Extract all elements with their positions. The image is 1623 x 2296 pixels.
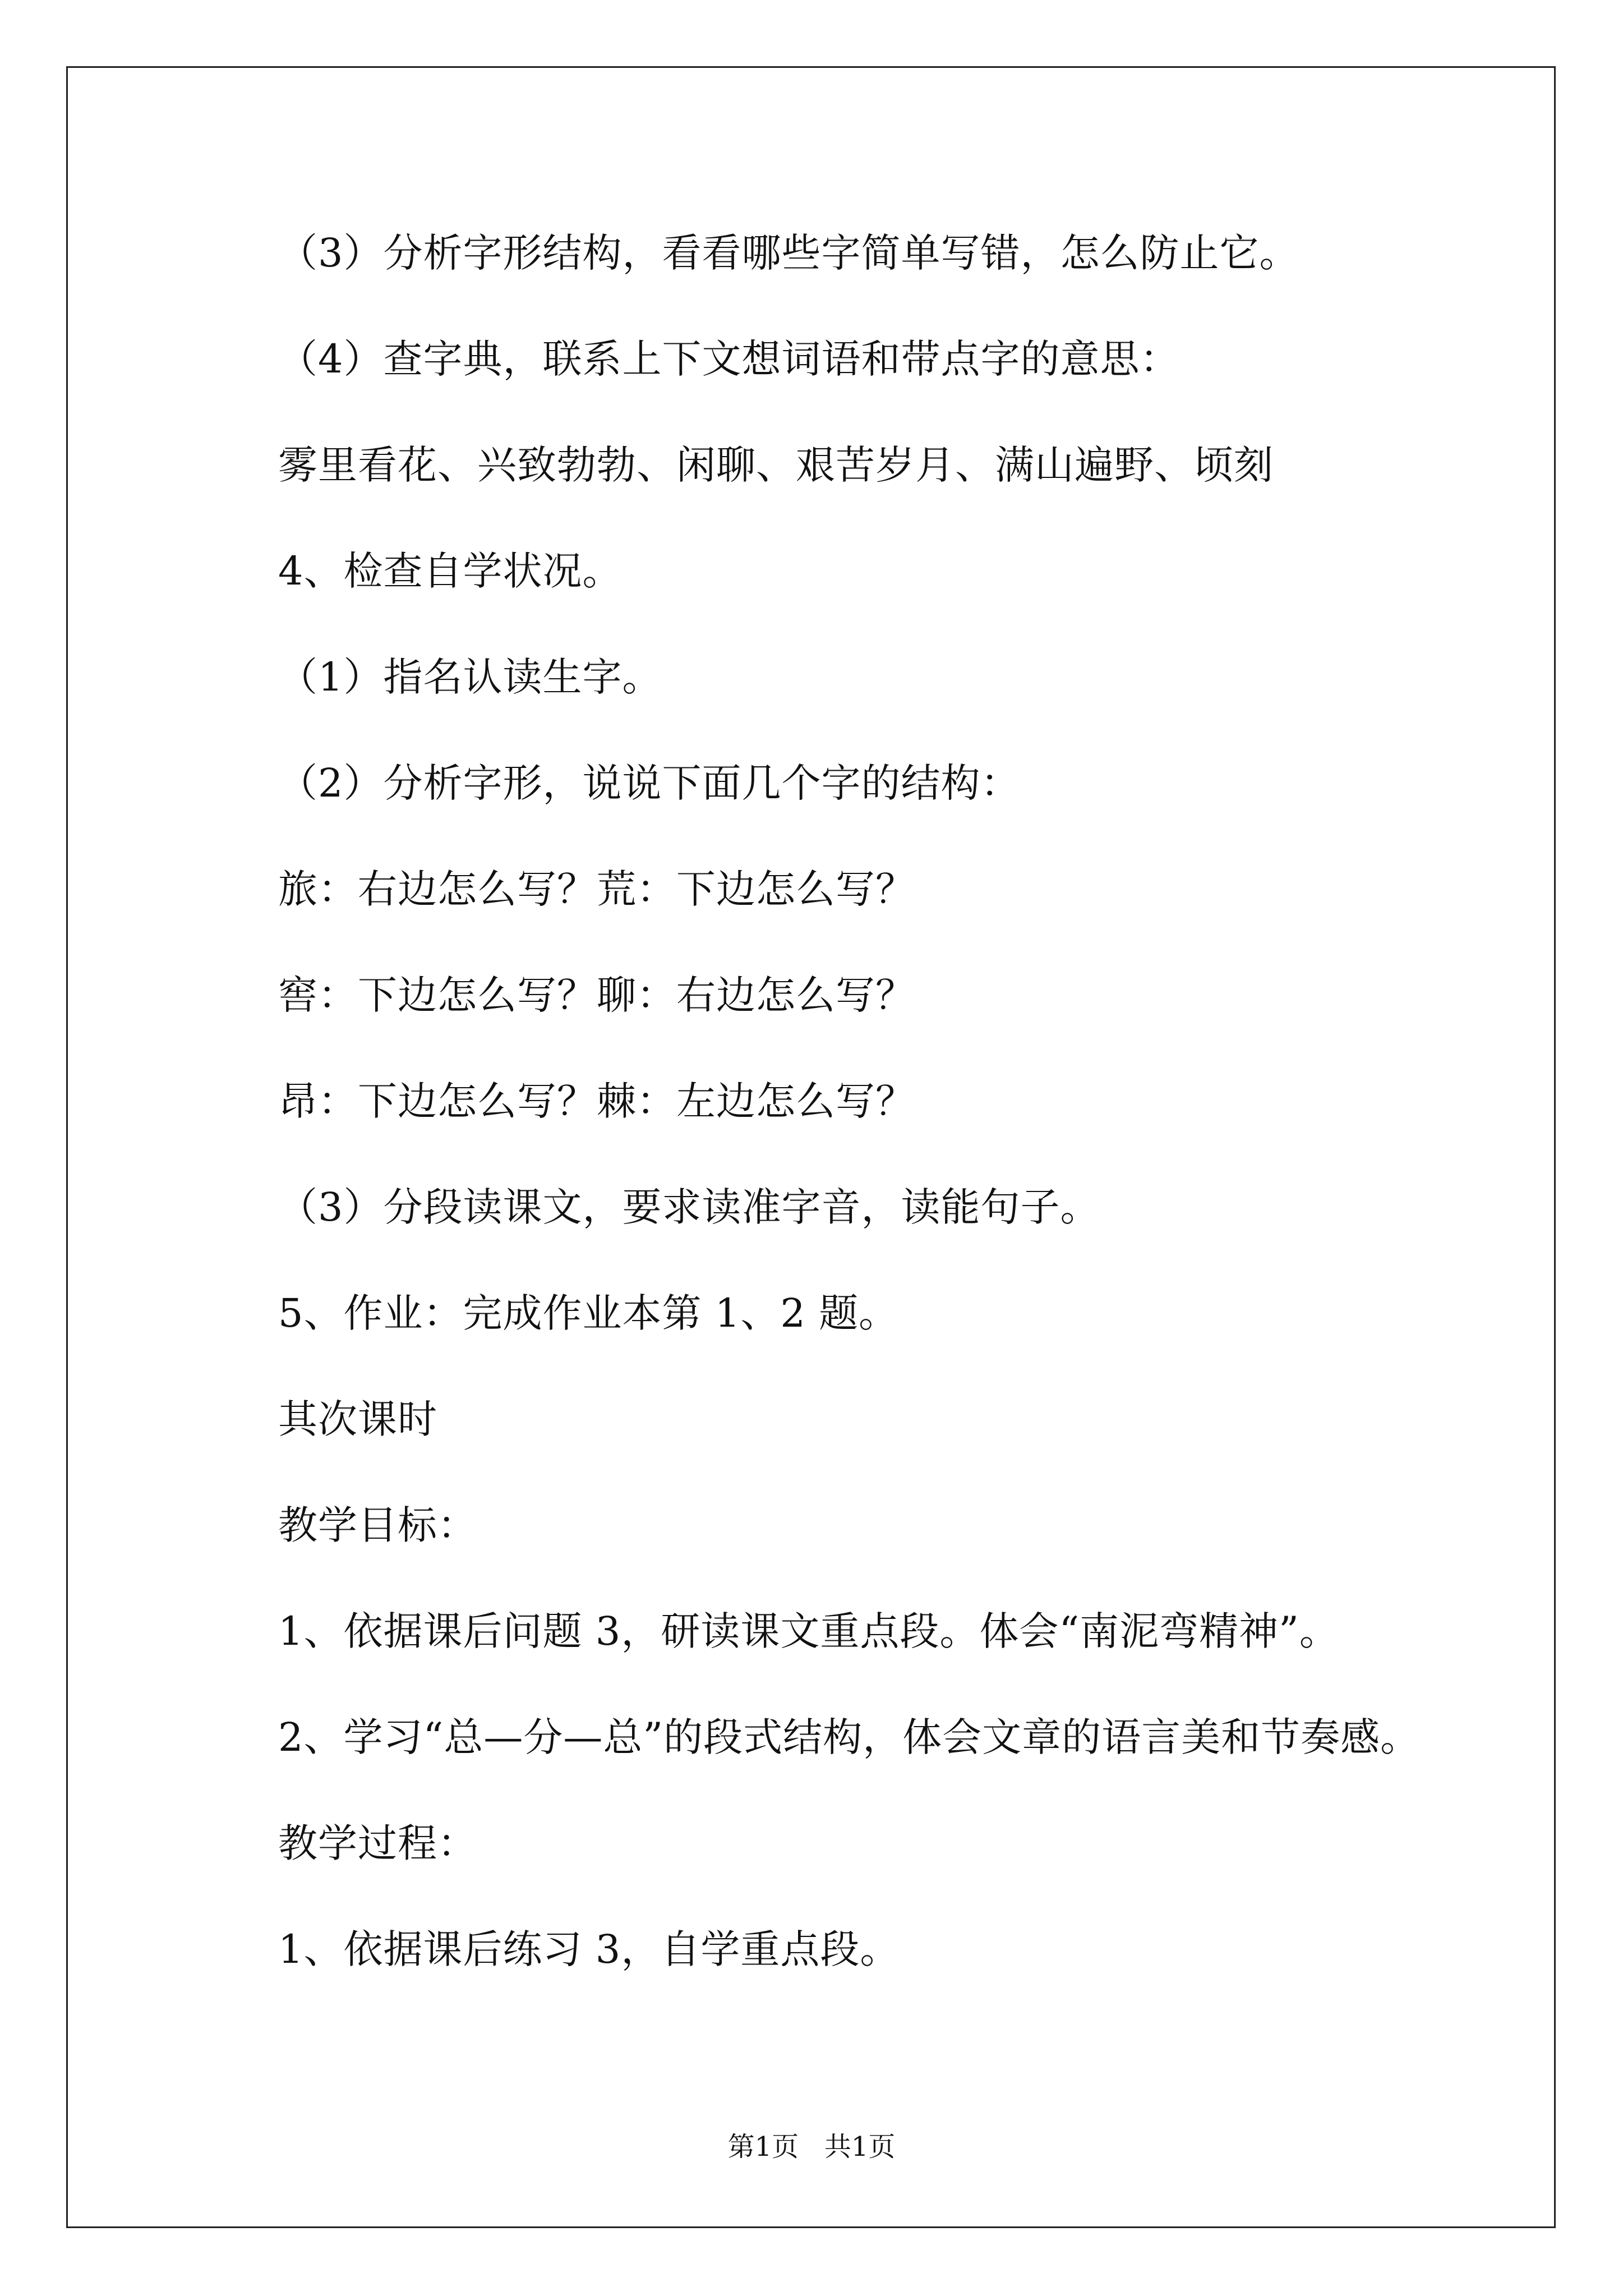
text-line: 昂：下边怎么写？棘：左边怎么写？: [278, 1078, 915, 1124]
section-heading: 其次课时: [278, 1396, 437, 1442]
section-heading: 教学过程：: [278, 1820, 477, 1866]
text-line: 窖：下边怎么写？聊：右边怎么写？: [278, 972, 915, 1018]
text-line: （3）分析字形结构，看看哪些字简单写错，怎么防止它。: [278, 230, 1299, 276]
page-number-footer: 第1页 共1页: [727, 2131, 896, 2162]
document-body: [278, 200, 1534, 2003]
text-line: 旅：右边怎么写？荒：下边怎么写？: [278, 866, 915, 912]
text-line: 5、作业：完成作业本第 1、2 题。: [278, 1290, 899, 1336]
text-line: 雾里看花、兴致勃勃、闲聊、艰苦岁月、满山遍野、顷刻: [278, 442, 1274, 488]
text-line: （4）查字典，联系上下文想词语和带点字的意思：: [278, 336, 1180, 382]
text-line: 1、依据课后问题 3，研读课文重点段。体会“南泥弯精神”。: [278, 1608, 1339, 1654]
text-line: （2）分析字形，说说下面几个字的结构：: [278, 760, 1021, 806]
text-line: （1）指名认读生字。: [278, 654, 662, 700]
text-line: 1、依据课后练习 3，自学重点段。: [278, 1926, 900, 1972]
text-line: 4、检查自学状况。: [278, 548, 623, 594]
section-heading: 教学目标：: [278, 1502, 477, 1548]
text-line: 2、学习“总—分—总”的段式结构，体会文章的语言美和节奏感。: [278, 1714, 1421, 1760]
text-line: （3）分段读课文，要求读准字音，读能句子。: [278, 1184, 1100, 1230]
